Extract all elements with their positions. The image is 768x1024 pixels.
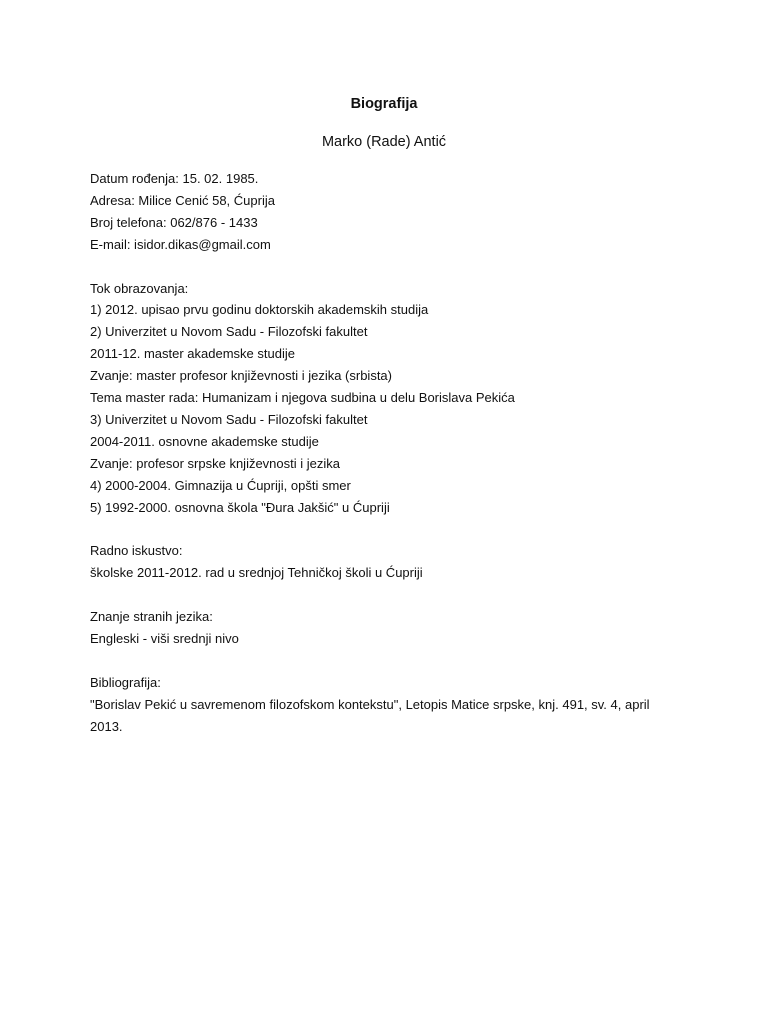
languages-section	[90, 606, 678, 650]
spacer	[90, 256, 678, 278]
languages-heading: Znanje stranih jezika:	[90, 609, 213, 625]
experience-line: školske 2011-2012. rad u srednjoj Tehničkoj školi u Ćupriji	[90, 565, 423, 581]
education-section	[90, 278, 678, 519]
education-line: Zvanje: profesor srpske književnosti i jezika	[90, 455, 340, 471]
document-title: Biografija	[350, 96, 418, 112]
education-line: 1) 2012. upisao prvu godinu doktorskih akademskih studija	[90, 302, 429, 318]
email-line: E-mail: isidor.dikas@gmail.com	[90, 236, 271, 252]
education-line: 4) 2000-2004. Gimnazija u Ćupriji, opšti smer	[90, 477, 351, 493]
languages-line: Engleski - viši srednji nivo	[90, 630, 239, 646]
birth-date-line: Datum rođenja: 15. 02. 1985.	[90, 171, 259, 186]
education-line: 5) 1992-2000. osnovna škola "Đura Jakšić" u Ćupriji	[90, 499, 390, 515]
spacer	[90, 518, 678, 540]
experience-section	[90, 540, 678, 584]
person-name: Marko (Rade) Antić	[321, 134, 447, 150]
personal-info-section	[90, 168, 678, 256]
bibliography-entry: "Borislav Pekić u savremenom filozofskom kontekstu", Letopis Matice srpske, knj. 491, sv. 4, april 2013.	[90, 696, 650, 734]
document-body	[90, 168, 678, 738]
education-line: 3) Univerzitet u Novom Sadu - Filozofski fakultet	[90, 411, 368, 427]
education-line: Zvanje: master profesor književnosti i jezika (srbista)	[90, 368, 392, 384]
phone-line: Broj telefona: 062/876 - 1433	[90, 214, 258, 230]
education-line: Tema master rada: Humanizam i njegova sudbina u delu Borislava Pekića	[90, 390, 515, 406]
bibliography-heading: Bibliografija:	[90, 674, 161, 690]
bibliography-section	[90, 672, 678, 738]
education-line: 2) Univerzitet u Novom Sadu - Filozofski fakultet	[90, 324, 368, 340]
address-line: Adresa: Milice Cenić 58, Ćuprija	[90, 192, 275, 208]
spacer	[90, 650, 678, 672]
education-heading: Tok obrazovanja:	[90, 280, 189, 296]
spacer	[90, 584, 678, 606]
education-line: 2004-2011. osnovne akademske studije	[90, 433, 319, 449]
education-line: 2011-12. master akademske studije	[90, 346, 295, 362]
experience-heading: Radno iskustvo:	[90, 543, 183, 559]
